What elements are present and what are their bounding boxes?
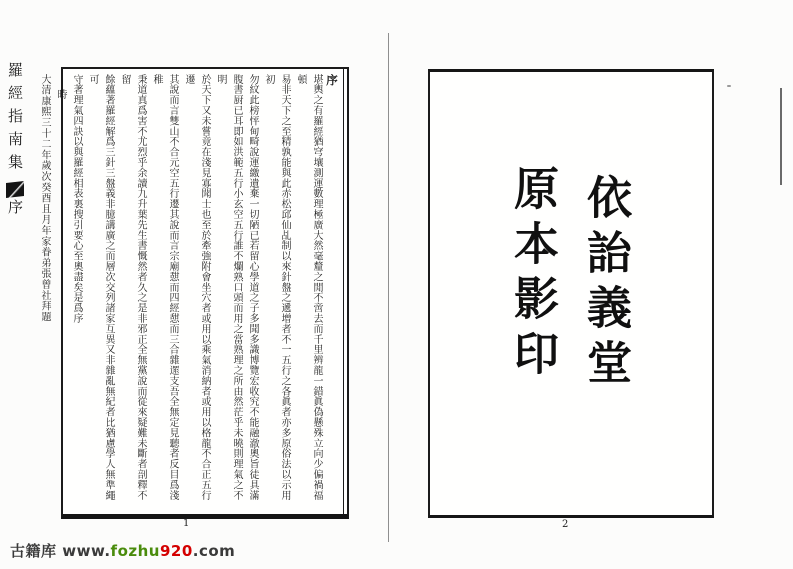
watermark-tld: .com xyxy=(192,542,236,560)
watermark-domain: fozhu xyxy=(110,542,160,560)
preface-column-body: 餘蘊著羅經解爲三針三盤義非臆講廣之而層次交列諸家互異又非雜亂無紀者比猶慮學人無準繩可 xyxy=(87,74,114,501)
spine-title: 羅經指南集 xyxy=(6,62,24,177)
preface-column-body: 其說而言雙山不合元空五行遷其說而言宗廟憇而四經憇而三合雜遝支吾全無定見聽者反目爲淺稚 xyxy=(151,74,178,501)
watermark-www: www. xyxy=(62,542,111,560)
preface-column-body: 勿紋此榜怦甸畸說運繳遺棄一切陋已若留心學道之子多聞多識博覽宏收究不能融澈奧旨徒具滿 xyxy=(247,74,258,501)
preface-column-body: 守著理氣四訣以與羅經相表裏搜引要心至奧盡矣是爲序 xyxy=(71,74,82,324)
spine-section-label: 序 xyxy=(6,199,24,214)
preface-column-body: 腹書厨已耳即如洪範五行小玄空五行誰不爛熟口頭而用之當熟理之所由然茫乎未曉則理氣之不明 xyxy=(215,74,242,501)
preface-column-body: 易非天下之至精孰能與此赤松邱仙乩制以來針盤之遞增者不一五行之各眞者亦多原俗法以示用初 xyxy=(263,74,290,501)
spine-label xyxy=(2,62,28,214)
preface-column-body: 於天下又未嘗竟在淺見寡聞士也至於牽強附會坐穴者或用以乘氣消納者或用以格龍不合正五行遷 xyxy=(183,74,210,501)
right-sheet-edge xyxy=(780,88,782,185)
calligraphy-column-cal: 依詒義堂 xyxy=(579,174,632,394)
spine-black-tab xyxy=(6,181,24,198)
calligraphy-block xyxy=(496,165,642,394)
calligraphy-column-cal: 原本影印 xyxy=(506,165,559,385)
preface-column-date: 大清康熙三十二年歲次癸酉且月年家眷弟張曾社拜題 xyxy=(39,74,50,323)
watermark xyxy=(10,540,235,561)
watermark-number: 920 xyxy=(159,542,193,560)
left-page xyxy=(39,67,349,519)
left-page-number: 1 xyxy=(183,518,190,529)
preface-column-body: 堪輿之有羅經猶穹壤測運數理極廣大然毫釐之閒不啻去而千里辨龍一錯眞偽懸殊立向少偏禍福頓 xyxy=(295,74,322,501)
preface-text-block xyxy=(36,74,340,506)
scan-speck xyxy=(727,85,731,87)
right-page-number: 2 xyxy=(562,519,569,530)
left-sheet-edge xyxy=(388,33,389,542)
preface-column-title: 序 xyxy=(325,74,339,86)
watermark-site-name: 古籍库 xyxy=(10,542,63,560)
right-page xyxy=(428,69,714,518)
preface-column-body: 秉道真爲害不尤烈乎余讀九升葉先生書慨然者久之是非邪正全無黨說而從來疑難未斷者剖釋不留 xyxy=(119,74,146,501)
preface-column-time: 時 xyxy=(55,89,66,100)
